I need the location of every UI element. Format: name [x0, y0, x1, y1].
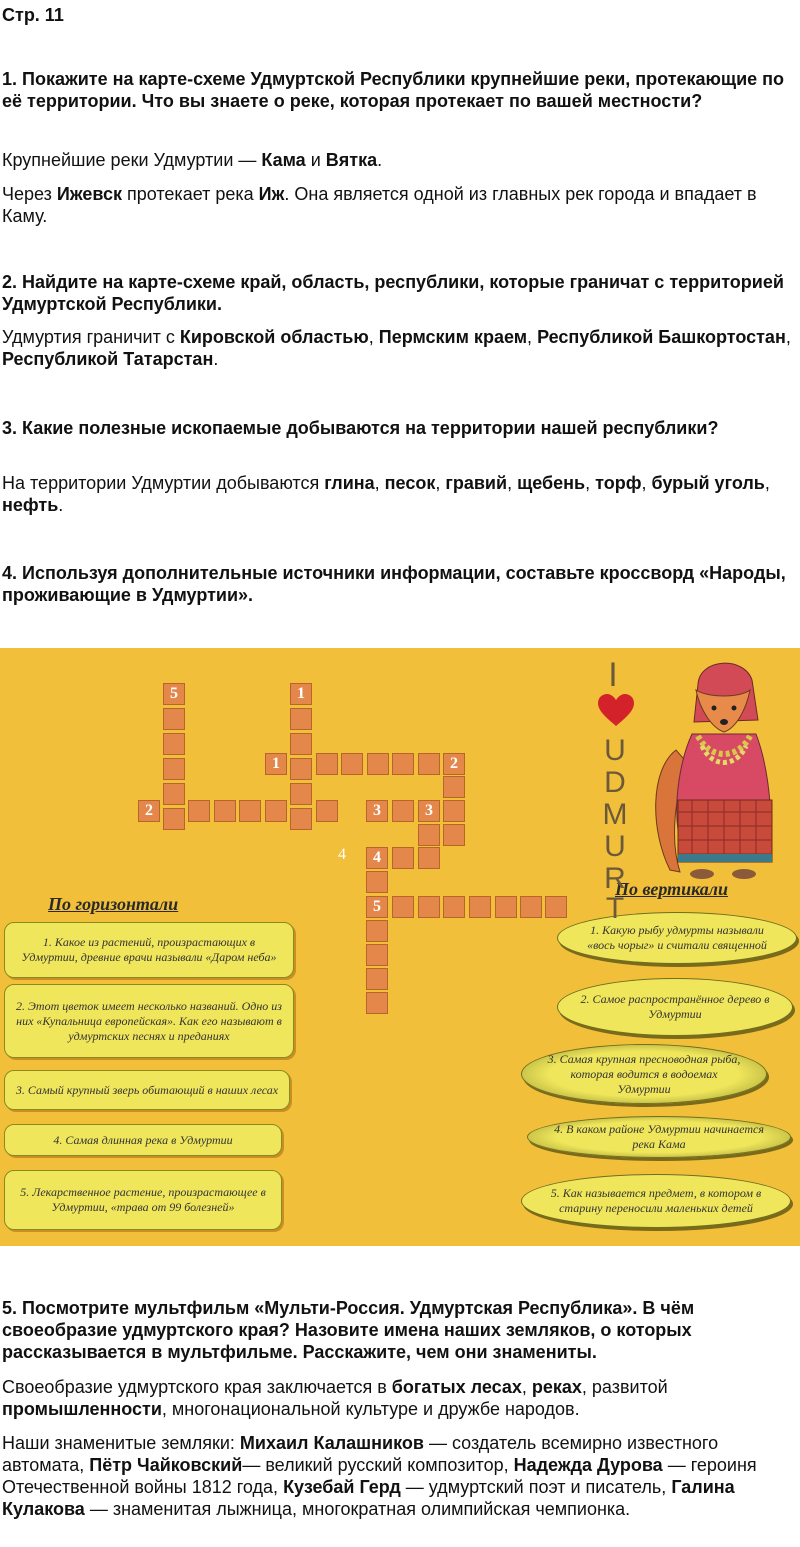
crossword-cell — [163, 758, 185, 780]
question-5: 5. Посмотрите мультфильм «Мульти-Россия. Удмуртская Республика». В чём своеобразие удмуртского края? Назовите имена наших земляков, о которых рассказывается в мультфильме. Расскажите, чем они знамениты. — [2, 1298, 695, 1362]
page-number: Стр. 11 — [2, 5, 64, 25]
crossword-cell — [366, 944, 388, 966]
poster-letter-i: I — [608, 656, 618, 694]
down-clue-2: 2. Самое распространённое дерево в Удмуртии — [557, 978, 793, 1036]
fox-illustration-icon — [640, 650, 800, 886]
crossword-cell — [443, 800, 465, 822]
down-heading: По вертикали — [615, 879, 729, 899]
across-clue-5: 5. Лекарственное растение, произрастающее в Удмуртии, «трава от 99 болезней» — [4, 1170, 282, 1230]
crossword-cell — [418, 896, 440, 918]
crossword-cell — [265, 800, 287, 822]
poster-letter-r: R — [604, 862, 626, 895]
poster-letter-m: M — [602, 798, 628, 831]
crossword-cell — [163, 733, 185, 755]
poster-letter-u: U — [604, 734, 626, 767]
crossword-cell — [392, 800, 414, 822]
crossword-cell — [316, 800, 338, 822]
crossword-cell — [443, 776, 465, 798]
crossword-cell — [290, 758, 312, 780]
heart-icon — [598, 694, 634, 728]
crossword-cell — [290, 708, 312, 730]
crossword-cell — [366, 968, 388, 990]
poster-letter-d: D — [604, 766, 626, 799]
num-across-2: 2 — [145, 802, 153, 819]
question-2: 2. Найдите на карте-схеме край, область, республики, которые граничат с территорией Удмуртской Республики. — [2, 272, 784, 314]
crossword-cell — [520, 896, 542, 918]
crossword-cell — [545, 896, 567, 918]
crossword-cell — [392, 896, 414, 918]
answer-1-izh: Через Ижевск протекает река Иж. Она является одной из главных рек города и впадает в Каму. — [2, 184, 757, 226]
num-down-2: 2 — [450, 755, 458, 772]
across-clue-1: 1. Какое из растений, произрастающих в Удмуртии, древние врачи называли «Даром неба» — [4, 922, 294, 978]
crossword-cell — [366, 871, 388, 893]
crossword-cell — [443, 824, 465, 846]
crossword-cell — [418, 824, 440, 846]
crossword-cell — [290, 733, 312, 755]
crossword-cell — [443, 896, 465, 918]
crossword-cell — [214, 800, 236, 822]
poster-letter-t: T — [605, 892, 625, 925]
crossword-cell — [469, 896, 491, 918]
across-clue-4: 4. Самая длинная река в Удмуртии — [4, 1124, 282, 1156]
stray-number: 4 — [338, 846, 346, 863]
crossword-cell — [418, 847, 440, 869]
crossword-cell — [392, 847, 414, 869]
crossword-cell — [366, 920, 388, 942]
crossword-cell — [392, 753, 414, 775]
crossword-cell — [367, 753, 389, 775]
num-across-3: 3 — [373, 802, 381, 819]
crossword-cell — [290, 783, 312, 805]
crossword-cell — [495, 896, 517, 918]
num-down-1: 1 — [297, 685, 305, 702]
question-4: 4. Используя дополнительные источники информации, составьте кроссворд «Народы, проживающие в Удмуртии». — [2, 563, 786, 605]
answer-5-people: Наши знаменитые земляки: Михаил Калашников — создатель всемирно известного автомата, Пётр Чайковский— великий русский композитор, Надежда Дурова — героиня Отечественной войны 1812 года, Кузебай Герд — удмуртский поэт и писатель, Галина Кулакова — знаменитая лыжница, многократная олимпийская чемпионка. — [2, 1433, 757, 1519]
across-heading: По горизонтали — [48, 894, 179, 914]
num-across-5: 5 — [373, 898, 381, 915]
crossword-cell — [188, 800, 210, 822]
answer-1-rivers: Крупнейшие реки Удмуртии — Кама и Вятка. — [2, 150, 383, 170]
crossword-cell — [163, 708, 185, 730]
down-clue-5: 5. Как называется предмет, в котором в старину переносили маленьких детей — [521, 1174, 791, 1228]
crossword-cell — [163, 783, 185, 805]
crossword-cell — [239, 800, 261, 822]
crossword-image — [0, 648, 800, 1246]
across-clue-3: 3. Самый крупный зверь обитающий в наших лесах — [4, 1070, 290, 1110]
answer-3-minerals: На территории Удмуртии добываются глина, песок, гравий, щебень, торф, бурый уголь, нефть. — [2, 473, 770, 515]
num-down-5: 5 — [170, 685, 178, 702]
crossword-cell — [366, 992, 388, 1014]
down-clue-3: 3. Самая крупная пресноводная рыба, которая водится в водоемах Удмуртии — [521, 1044, 767, 1104]
num-down-3: 3 — [425, 802, 433, 819]
question-1: 1. Покажите на карте-схеме Удмуртской Республики крупнейшие реки, протекающие по её территории. Что вы знаете о реке, которая протекает по вашей местности? — [2, 69, 785, 111]
num-down-4: 4 — [373, 849, 381, 866]
answer-5-uniqueness: Своеобразие удмуртского края заключается в богатых лесах, реках, развитой промышленности, многонациональной культуре и дружбе народов. — [2, 1377, 668, 1419]
crossword-cell — [316, 753, 338, 775]
crossword-cell — [290, 808, 312, 830]
down-clue-1: 1. Какую рыбу удмурты называли «вось чорыг» и считали священной — [557, 912, 797, 964]
crossword-cell — [341, 753, 363, 775]
question-3: 3. Какие полезные ископаемые добываются на территории нашей республики? — [2, 418, 719, 438]
down-clue-4: 4. В каком районе Удмуртии начинается река Кама — [527, 1116, 791, 1158]
answer-2-borders: Удмуртия граничит с Кировской областью, Пермским краем, Республикой Башкортостан, Республикой Татарстан. — [2, 327, 791, 369]
crossword-cell — [163, 808, 185, 830]
across-clue-2: 2. Этот цветок имеет несколько названий. Одно из них «Купальница европейская». Как его называют в удмуртских песнях и преданиях — [4, 984, 294, 1058]
poster-letter-u2: U — [604, 830, 626, 863]
num-across-1: 1 — [272, 755, 280, 772]
crossword-cell — [418, 753, 440, 775]
